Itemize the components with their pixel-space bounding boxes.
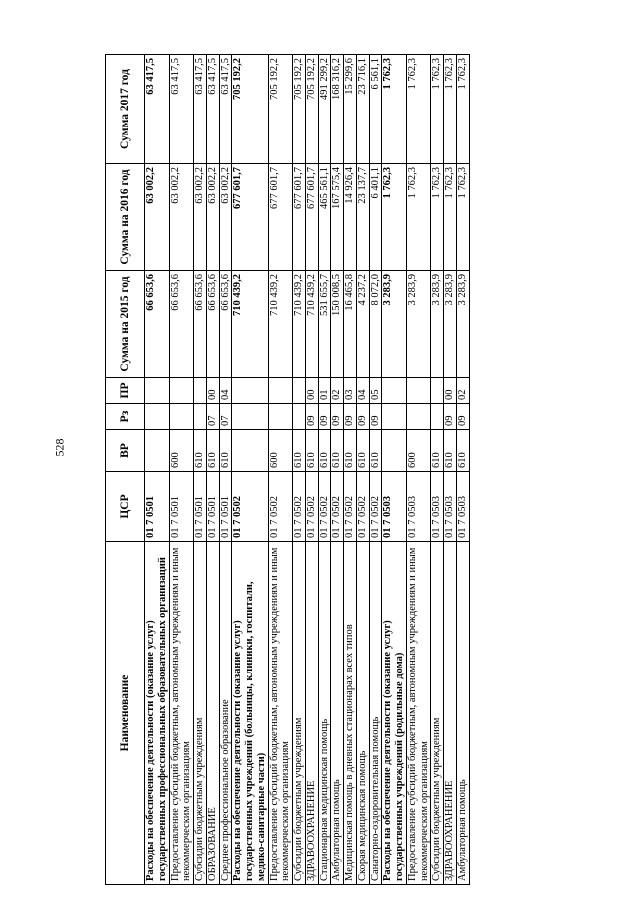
cell-rz: 07 — [219, 404, 232, 430]
cell-pr — [194, 378, 207, 404]
cell-sum-2016: 63 002,2 — [206, 164, 219, 271]
cell-csr: 01 7 0502 — [268, 472, 293, 542]
cell-sum-2017: 705 192,2 — [232, 55, 268, 164]
cell-vr: 610 — [206, 430, 219, 472]
cell-name: Амбулаторная помощь — [456, 542, 469, 885]
cell-rz — [169, 404, 194, 430]
cell-sum-2015: 531 655,7 — [318, 271, 331, 378]
table-row — [369, 55, 382, 885]
cell-vr: 610 — [369, 430, 382, 472]
cell-sum-2016: 23 137,7 — [356, 164, 369, 271]
cell-pr: 04 — [219, 378, 232, 404]
cell-vr — [382, 430, 407, 472]
cell-vr: 610 — [456, 430, 469, 472]
table-row — [293, 55, 306, 885]
table-row — [268, 55, 293, 885]
cell-sum-2016: 167 575,4 — [331, 164, 344, 271]
cell-rz: 09 — [305, 404, 318, 430]
cell-name: Субсидии бюджетным учреждениям — [194, 542, 207, 885]
cell-pr: 00 — [206, 378, 219, 404]
cell-csr: 01 7 0503 — [382, 472, 407, 542]
cell-sum-2016: 677 601,7 — [305, 164, 318, 271]
cell-sum-2015: 3 283,9 — [456, 271, 469, 378]
cell-sum-2015: 3 283,9 — [382, 271, 407, 378]
cell-vr — [145, 430, 170, 472]
cell-sum-2016: 1 762,3 — [431, 164, 444, 271]
cell-sum-2016: 1 762,3 — [382, 164, 407, 271]
cell-csr: 01 7 0503 — [456, 472, 469, 542]
cell-pr — [431, 378, 444, 404]
page-number: 528 — [52, 438, 67, 457]
cell-sum-2016: 6 401,1 — [369, 164, 382, 271]
table-body — [145, 55, 470, 885]
cell-rz — [406, 404, 431, 430]
cell-pr: 03 — [344, 378, 357, 404]
cell-name: Амбулаторная помощь — [331, 542, 344, 885]
cell-vr: 600 — [268, 430, 293, 472]
cell-csr: 01 7 0501 — [219, 472, 232, 542]
cell-vr: 610 — [444, 430, 457, 472]
cell-pr: 02 — [331, 378, 344, 404]
cell-sum-2015: 8 072,0 — [369, 271, 382, 378]
cell-vr: 610 — [305, 430, 318, 472]
table-row — [456, 55, 469, 885]
cell-csr: 01 7 0502 — [344, 472, 357, 542]
cell-sum-2016: 1 762,3 — [456, 164, 469, 271]
cell-csr: 01 7 0502 — [305, 472, 318, 542]
table-row — [444, 55, 457, 885]
cell-rz: 07 — [206, 404, 219, 430]
cell-sum-2017: 63 417,5 — [145, 55, 170, 164]
cell-rz: 09 — [344, 404, 357, 430]
cell-name: Расходы на обеспечение деятельности (оказание услуг) государственных профессиональных образовательных организаций — [145, 542, 170, 885]
cell-sum-2016: 677 601,7 — [268, 164, 293, 271]
cell-rz — [382, 404, 407, 430]
cell-sum-2016: 63 002,2 — [194, 164, 207, 271]
cell-csr: 01 7 0503 — [444, 472, 457, 542]
cell-pr — [268, 378, 293, 404]
cell-sum-2015: 66 653,6 — [219, 271, 232, 378]
cell-pr — [169, 378, 194, 404]
cell-rz — [145, 404, 170, 430]
header-sum-2015: Сумма на 2015 год — [106, 271, 145, 378]
cell-name: Медицинская помощь в дневных стационарах всех типов — [344, 542, 357, 885]
cell-vr: 610 — [219, 430, 232, 472]
cell-vr: 610 — [318, 430, 331, 472]
cell-sum-2017: 63 417,5 — [206, 55, 219, 164]
cell-name: Расходы на обеспечение деятельности (оказание услуг) государственных учреждений (больницы, клиники, госпитали, медико-санитарные части) — [232, 542, 268, 885]
cell-sum-2017: 1 762,3 — [456, 55, 469, 164]
cell-pr — [232, 378, 268, 404]
cell-vr: 610 — [293, 430, 306, 472]
cell-csr: 01 7 0501 — [169, 472, 194, 542]
cell-name: ЗДРАВООХРАНЕНИЕ — [444, 542, 457, 885]
cell-csr: 01 7 0502 — [232, 472, 268, 542]
cell-rz: 09 — [331, 404, 344, 430]
table-row — [431, 55, 444, 885]
cell-name: Среднее профессиональное образование — [219, 542, 232, 885]
cell-sum-2017: 15 299,6 — [344, 55, 357, 164]
cell-sum-2015: 3 283,9 — [444, 271, 457, 378]
table-row — [305, 55, 318, 885]
table-header-row — [106, 55, 145, 885]
cell-name: Субсидии бюджетным учреждениям — [293, 542, 306, 885]
cell-name: Предоставление субсидий бюджетным, автономным учреждениям и иным некоммерческим организациям — [169, 542, 194, 885]
cell-sum-2017: 705 192,2 — [305, 55, 318, 164]
header-sum-2016: Сумма на 2016 год — [106, 164, 145, 271]
cell-vr — [232, 430, 268, 472]
cell-csr: 01 7 0502 — [369, 472, 382, 542]
cell-csr: 01 7 0502 — [293, 472, 306, 542]
cell-csr: 01 7 0503 — [406, 472, 431, 542]
cell-rz — [293, 404, 306, 430]
cell-name: Расходы на обеспечение деятельности (оказание услуг) государственных учреждений (родильные дома) — [382, 542, 407, 885]
table-row — [382, 55, 407, 885]
cell-rz: 09 — [356, 404, 369, 430]
header-rz: Рз — [106, 404, 145, 430]
cell-sum-2015: 66 653,6 — [194, 271, 207, 378]
rotated-page-content — [105, 55, 610, 885]
cell-sum-2016: 1 762,3 — [444, 164, 457, 271]
cell-sum-2016: 63 002,2 — [145, 164, 170, 271]
cell-sum-2015: 710 439,2 — [305, 271, 318, 378]
cell-rz: 09 — [369, 404, 382, 430]
cell-sum-2015: 66 653,6 — [206, 271, 219, 378]
cell-csr: 01 7 0503 — [431, 472, 444, 542]
cell-name: Предоставление субсидий бюджетным, автономным учреждениям и иным некоммерческим организациям — [268, 542, 293, 885]
cell-sum-2017: 168 316,2 — [331, 55, 344, 164]
cell-sum-2016: 63 002,2 — [219, 164, 232, 271]
cell-sum-2017: 63 417,5 — [169, 55, 194, 164]
cell-sum-2017: 6 561,1 — [369, 55, 382, 164]
cell-vr: 610 — [356, 430, 369, 472]
cell-rz — [431, 404, 444, 430]
cell-rz: 09 — [456, 404, 469, 430]
table-row — [232, 55, 268, 885]
cell-sum-2017: 1 762,3 — [444, 55, 457, 164]
cell-csr: 01 7 0502 — [331, 472, 344, 542]
cell-rz: 09 — [444, 404, 457, 430]
cell-sum-2017: 1 762,3 — [431, 55, 444, 164]
cell-vr: 600 — [169, 430, 194, 472]
cell-sum-2017: 1 762,3 — [382, 55, 407, 164]
cell-name: ЗДРАВООХРАНЕНИЕ — [305, 542, 318, 885]
cell-pr: 05 — [369, 378, 382, 404]
cell-sum-2017: 491 299,2 — [318, 55, 331, 164]
cell-pr: 00 — [444, 378, 457, 404]
cell-vr: 610 — [331, 430, 344, 472]
cell-sum-2015: 66 653,6 — [145, 271, 170, 378]
cell-sum-2015: 66 653,6 — [169, 271, 194, 378]
table-row — [331, 55, 344, 885]
cell-pr — [382, 378, 407, 404]
table-row — [344, 55, 357, 885]
cell-sum-2016: 1 762,3 — [406, 164, 431, 271]
cell-name: Санаторно-оздоровительная помощь — [369, 542, 382, 885]
cell-sum-2015: 710 439,2 — [293, 271, 306, 378]
cell-name: Стационарная медицинская помощь — [318, 542, 331, 885]
cell-csr: 01 7 0502 — [318, 472, 331, 542]
cell-csr: 01 7 0502 — [356, 472, 369, 542]
table-row — [206, 55, 219, 885]
cell-sum-2016: 677 601,7 — [232, 164, 268, 271]
cell-sum-2017: 63 417,5 — [194, 55, 207, 164]
cell-name: Субсидии бюджетным учреждениям — [431, 542, 444, 885]
header-pr: ПР — [106, 378, 145, 404]
cell-pr: 02 — [456, 378, 469, 404]
cell-sum-2015: 150 008,5 — [331, 271, 344, 378]
cell-sum-2016: 63 002,2 — [169, 164, 194, 271]
cell-pr: 01 — [318, 378, 331, 404]
cell-sum-2017: 705 192,2 — [293, 55, 306, 164]
cell-name: ОБРАЗОВАНИЕ — [206, 542, 219, 885]
cell-sum-2017: 23 716,1 — [356, 55, 369, 164]
cell-sum-2016: 14 926,4 — [344, 164, 357, 271]
table-row — [194, 55, 207, 885]
cell-name: Предоставление субсидий бюджетным, автономным учреждениям и иным некоммерческим организациям — [406, 542, 431, 885]
cell-name: Скорая медицинская помощь — [356, 542, 369, 885]
cell-sum-2016: 677 601,7 — [293, 164, 306, 271]
cell-pr — [293, 378, 306, 404]
cell-rz — [194, 404, 207, 430]
table-row — [169, 55, 194, 885]
table-row — [356, 55, 369, 885]
cell-sum-2015: 16 465,8 — [344, 271, 357, 378]
cell-sum-2015: 3 283,9 — [406, 271, 431, 378]
cell-vr: 610 — [431, 430, 444, 472]
cell-pr: 04 — [356, 378, 369, 404]
header-vr: ВР — [106, 430, 145, 472]
table-row — [318, 55, 331, 885]
cell-csr: 01 7 0501 — [206, 472, 219, 542]
table-row — [145, 55, 170, 885]
budget-table — [105, 54, 470, 885]
table-row — [406, 55, 431, 885]
header-sum-2017: Сумма 2017 год — [106, 55, 145, 164]
cell-sum-2017: 1 762,3 — [406, 55, 431, 164]
header-csr: ЦСР — [106, 472, 145, 542]
cell-vr: 600 — [406, 430, 431, 472]
cell-sum-2015: 710 439,2 — [268, 271, 293, 378]
cell-pr — [406, 378, 431, 404]
cell-csr: 01 7 0501 — [194, 472, 207, 542]
cell-rz — [232, 404, 268, 430]
table-row — [219, 55, 232, 885]
cell-sum-2017: 705 192,2 — [268, 55, 293, 164]
cell-pr: 00 — [305, 378, 318, 404]
header-name: Наименование — [106, 542, 145, 885]
cell-sum-2015: 710 439,2 — [232, 271, 268, 378]
cell-sum-2017: 63 417,5 — [219, 55, 232, 164]
cell-sum-2015: 3 283,9 — [431, 271, 444, 378]
cell-rz: 09 — [318, 404, 331, 430]
cell-sum-2016: 465 561,1 — [318, 164, 331, 271]
cell-sum-2015: 4 237,2 — [356, 271, 369, 378]
cell-vr: 610 — [194, 430, 207, 472]
cell-csr: 01 7 0501 — [145, 472, 170, 542]
cell-rz — [268, 404, 293, 430]
cell-pr — [145, 378, 170, 404]
cell-vr: 610 — [344, 430, 357, 472]
